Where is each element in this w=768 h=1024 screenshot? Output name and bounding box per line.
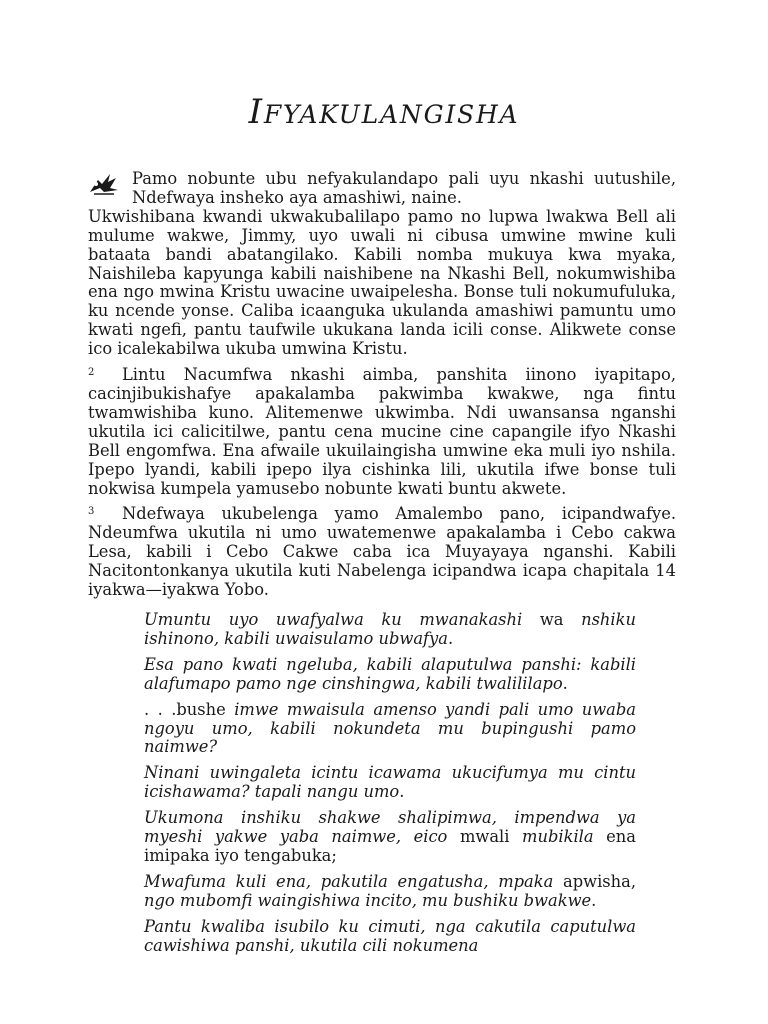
quote-5-c: mubikila xyxy=(522,827,594,847)
quote-2 xyxy=(144,656,636,694)
quote-6-d: . xyxy=(591,890,597,910)
quote-1-d: . xyxy=(447,628,454,648)
quote-3 xyxy=(144,701,636,758)
paragraph-3 xyxy=(88,505,676,600)
paragraph-2 xyxy=(88,366,676,498)
quote-3-b: imwe mwaisula amenso yandi pali umo uwaba ngoyu umo, kabili nokundeta mu bupingushi pamo naimwe? xyxy=(144,699,636,757)
quote-4-b: . xyxy=(399,782,405,802)
quote-6-b: apwisha, xyxy=(553,871,637,891)
quote-1-b: wa xyxy=(522,610,582,629)
quote-2-b: . xyxy=(562,673,568,693)
body-text xyxy=(88,170,676,600)
quote-7-a: Pantu kwaliba isubilo ku cimuti, nga cakutila caputulwa cawishiwa panshi, ukutila cili nokumena xyxy=(144,916,636,955)
paragraph-3-text: Ndefwaya ukubelenga yamo Amalembo pano, icipandwafye. Ndeumfwa ukutila ni umo uwatemenwe apakalamba i Cebo cakwa Lesa, kabili i Cebo Cakwe caba ica Muyayaya nganshi. Kabili Nacitontonkanya ukutila kuti Nabelenga icipandwa icapa chapitala 14 iyakwa—iyakwa Yobo. xyxy=(88,504,676,600)
title-rest: FYAKULANGISHA xyxy=(263,100,520,129)
quote-5-a: Ukumona inshiku shakwe shalipimwa, impendwa ya myeshi yakwe yaba naimwe, eico xyxy=(144,808,636,847)
paragraph-1 xyxy=(88,170,676,359)
quote-7 xyxy=(144,918,636,956)
quote-6-a: Mwafuma kuli ena, pakutila engatusha, mpaka xyxy=(144,871,554,891)
page-title xyxy=(0,92,768,132)
quill-ornament-icon xyxy=(88,172,120,196)
quote-6-c: ngo mubomfi waingishiwa incito, mu bushiku bwakwe xyxy=(144,890,592,910)
quote-4 xyxy=(144,764,636,802)
quote-5 xyxy=(144,809,636,866)
quote-1 xyxy=(144,611,636,649)
quote-4-a: Ninani uwingaleta icintu icawama ukucifumya mu cintu icishawama? tapali nangu umo xyxy=(144,763,636,802)
scripture-quotes xyxy=(144,611,636,963)
quote-1-c: nshiku ishinono, kabili uwaisulamo ubwafya xyxy=(144,610,636,648)
paragraph-2-number: 2 xyxy=(88,367,95,379)
quote-5-b: mwali xyxy=(447,827,523,847)
quote-2-a: Esa pano kwati ngeluba, kabili alaputulwa panshi: kabili alafumapo pamo nge cinshingwa, kabili twalililapo xyxy=(144,654,636,693)
paragraph-1-continuation: Ukwishibana kwandi ukwakubalilapo pamo no lupwa lwakwa Bell ali mulume wakwe, Jimmy, uyo uwali ni cibusa umwine mwine kuli bataata bandi abatangilako. Kabili nomba mukuya kwa myaka, Naishileba kapyunga kabili naishibene na Nkashi Bell, nokumwishiba ena ngo mwina Kristu uwacine uwaipelesha. Bonse tuli nokumufuluka, ku ncende yonse. Caliba icaanguka ukulanda amashiwi pamuntu umo kwati ngefi, pantu taufwile ukukana landa icili conse. Alikwete conse ico icalekabilwa ukuba umwina Kristu. xyxy=(88,206,676,359)
quote-5-d: ena imipaka iyo tengabuka; xyxy=(144,827,636,865)
paragraph-1-lead: Pamo nobunte ubu nefyakulandapo pali uyu nkashi uutushile, Ndefwaya insheko aya amashiwi, naine. xyxy=(132,169,676,207)
quote-1-a: Umuntu uyo uwafyalwa ku mwanakashi xyxy=(144,610,523,629)
paragraph-3-number: 3 xyxy=(88,506,95,518)
quote-6 xyxy=(144,873,636,911)
quote-3-a: . . .bushe xyxy=(144,699,235,719)
title-initial: I xyxy=(248,92,264,132)
paragraph-2-text: Lintu Nacumfwa nkashi aimba, panshita iinono iyapitapo, cacinjibukishafye apakalamba pakwimba kwakwe, nga fintu twamwishiba kuno. Alitemenwe ukwimba. Ndi uwansansa nganshi ukutila ici calicitilwe, pantu cena mucine cine capangile ifyo Nkashi Bell engomfwa. Ena afwaile ukuilaingisha umwine eka muli iyo nshila. Ipepo lyandi, kabili ipepo ilya cishinka lili, ukutila ifwe bonse tuli nokwisa kumpela yamusebo nobunte kwati buntu akwete. xyxy=(88,365,676,498)
